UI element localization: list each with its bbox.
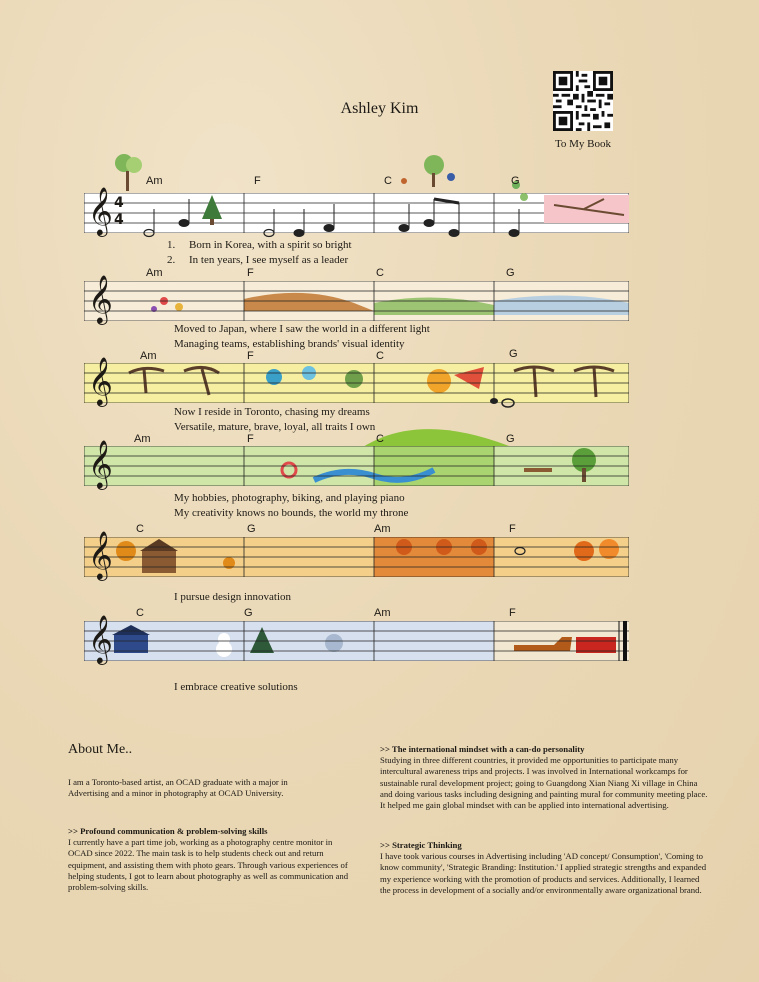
section-body: I have took various courses in Advertising including 'AD concept/ Consumption', 'Coming to know community', 'Strategic Branding: Institution.' I applied strategic strengths and expanded my experience working with the promotion of products and services. Additionally, I learned the process in development of a socially and/or environmentally aware organizational brand. bbox=[380, 851, 707, 895]
lyric-line: Managing teams, establishing brands' visual identity bbox=[174, 338, 405, 350]
music-staff-1 bbox=[84, 175, 629, 266]
chord-label: F bbox=[247, 350, 254, 362]
chord-label: Am bbox=[374, 523, 391, 535]
chord-label: Am bbox=[146, 175, 163, 187]
chord-label: F bbox=[509, 523, 516, 535]
chord-label: C bbox=[376, 350, 384, 362]
treble-clef-icon: 𝄞 bbox=[88, 439, 113, 488]
about-section-strategic bbox=[380, 840, 710, 896]
chord-label: C bbox=[376, 267, 384, 279]
treble-clef-icon: 𝄞 bbox=[88, 530, 113, 579]
treble-clef-icon: 𝄞 bbox=[88, 356, 113, 405]
chord-label: G bbox=[511, 175, 520, 187]
lyric-line: Now I reside in Toronto, chasing my dreams bbox=[174, 406, 370, 418]
chord-label: Am bbox=[146, 267, 163, 279]
treble-clef-icon: 𝄞 bbox=[88, 186, 113, 235]
chord-label: F bbox=[247, 267, 254, 279]
lyric-line: My hobbies, photography, biking, and playing piano bbox=[174, 492, 405, 504]
chord-label: G bbox=[506, 433, 515, 445]
about-section-communication bbox=[68, 826, 352, 893]
chord-label: F bbox=[247, 433, 254, 445]
music-staff-4 bbox=[84, 433, 629, 519]
chord-label: Am bbox=[374, 607, 391, 619]
qr-code[interactable] bbox=[553, 71, 613, 131]
section-title: >> Strategic Thinking bbox=[380, 840, 462, 850]
chord-label: G bbox=[506, 267, 515, 279]
about-intro: I am a Toronto-based artist, an OCAD graduate with a major in Advertising and a minor in photography at OCAD University. bbox=[68, 777, 288, 799]
lyric-line: My creativity knows no bounds, the world my throne bbox=[174, 507, 409, 519]
time-signature: 4 4 bbox=[114, 195, 124, 228]
page-title: Ashley Kim bbox=[340, 100, 419, 117]
music-staff-5 bbox=[84, 523, 629, 603]
treble-clef-icon: 𝄞 bbox=[88, 614, 113, 663]
staff-lines bbox=[84, 274, 629, 323]
treble-clef-icon: 𝄞 bbox=[88, 274, 113, 323]
chord-label: F bbox=[509, 607, 516, 619]
whole-note-icon bbox=[464, 383, 524, 413]
about-heading: About Me.. bbox=[68, 742, 133, 757]
lyric-line: I embrace creative solutions bbox=[174, 681, 298, 693]
chord-label: G bbox=[244, 607, 253, 619]
section-body: I currently have a part time job, working as a photography centre monitor in OCAD since 2022. The main task is to help students check out and return equipment, and assisting them with photo gears. Through various experiences of helping students, I got to learn about photography as well as communication and problem-solving skills. bbox=[68, 837, 349, 893]
lyric-line: 2. In ten years, I see myself as a leader bbox=[167, 254, 349, 266]
chord-label: C bbox=[136, 607, 144, 619]
chord-label: C bbox=[384, 175, 392, 187]
chord-label: C bbox=[136, 523, 144, 535]
section-title: >> Profound communication & problem-solving skills bbox=[68, 826, 268, 836]
chord-label: F bbox=[254, 175, 261, 187]
chord-label: G bbox=[509, 348, 518, 360]
notes-and-illustrations bbox=[84, 153, 629, 238]
staff-lines bbox=[84, 614, 629, 663]
lyric-line: Moved to Japan, where I saw the world in a different light bbox=[174, 323, 430, 335]
qr-label: To My Book bbox=[554, 138, 612, 150]
chord-label: C bbox=[376, 433, 384, 445]
chord-label: Am bbox=[140, 350, 157, 362]
section-title: >> The international mindset with a can-do personality bbox=[380, 744, 585, 754]
lyric-line: 1. Born in Korea, with a spirit so bright bbox=[167, 239, 352, 251]
lyric-line: Versatile, mature, brave, loyal, all traits I own bbox=[174, 421, 376, 433]
lyric-line: I pursue design innovation bbox=[174, 591, 292, 603]
staff-lines bbox=[84, 530, 629, 579]
chord-label: G bbox=[247, 523, 256, 535]
music-staff-2 bbox=[84, 267, 629, 350]
section-body: Studying in three different countries, it provided me opportunities to participate many intercultural awareness trips and projects. I was involved in International workcamps for sustainable rural development project; going to Guangdong Xian Niang Xi village in China and doing various tasks including designing and painting mural for community meeting place. It helped me gain global mindset with can be applied into international advertising. bbox=[380, 755, 708, 811]
about-section-international bbox=[380, 744, 710, 811]
music-staff-6 bbox=[84, 607, 629, 693]
chord-label: Am bbox=[134, 433, 151, 445]
music-staff-3 bbox=[84, 348, 629, 433]
